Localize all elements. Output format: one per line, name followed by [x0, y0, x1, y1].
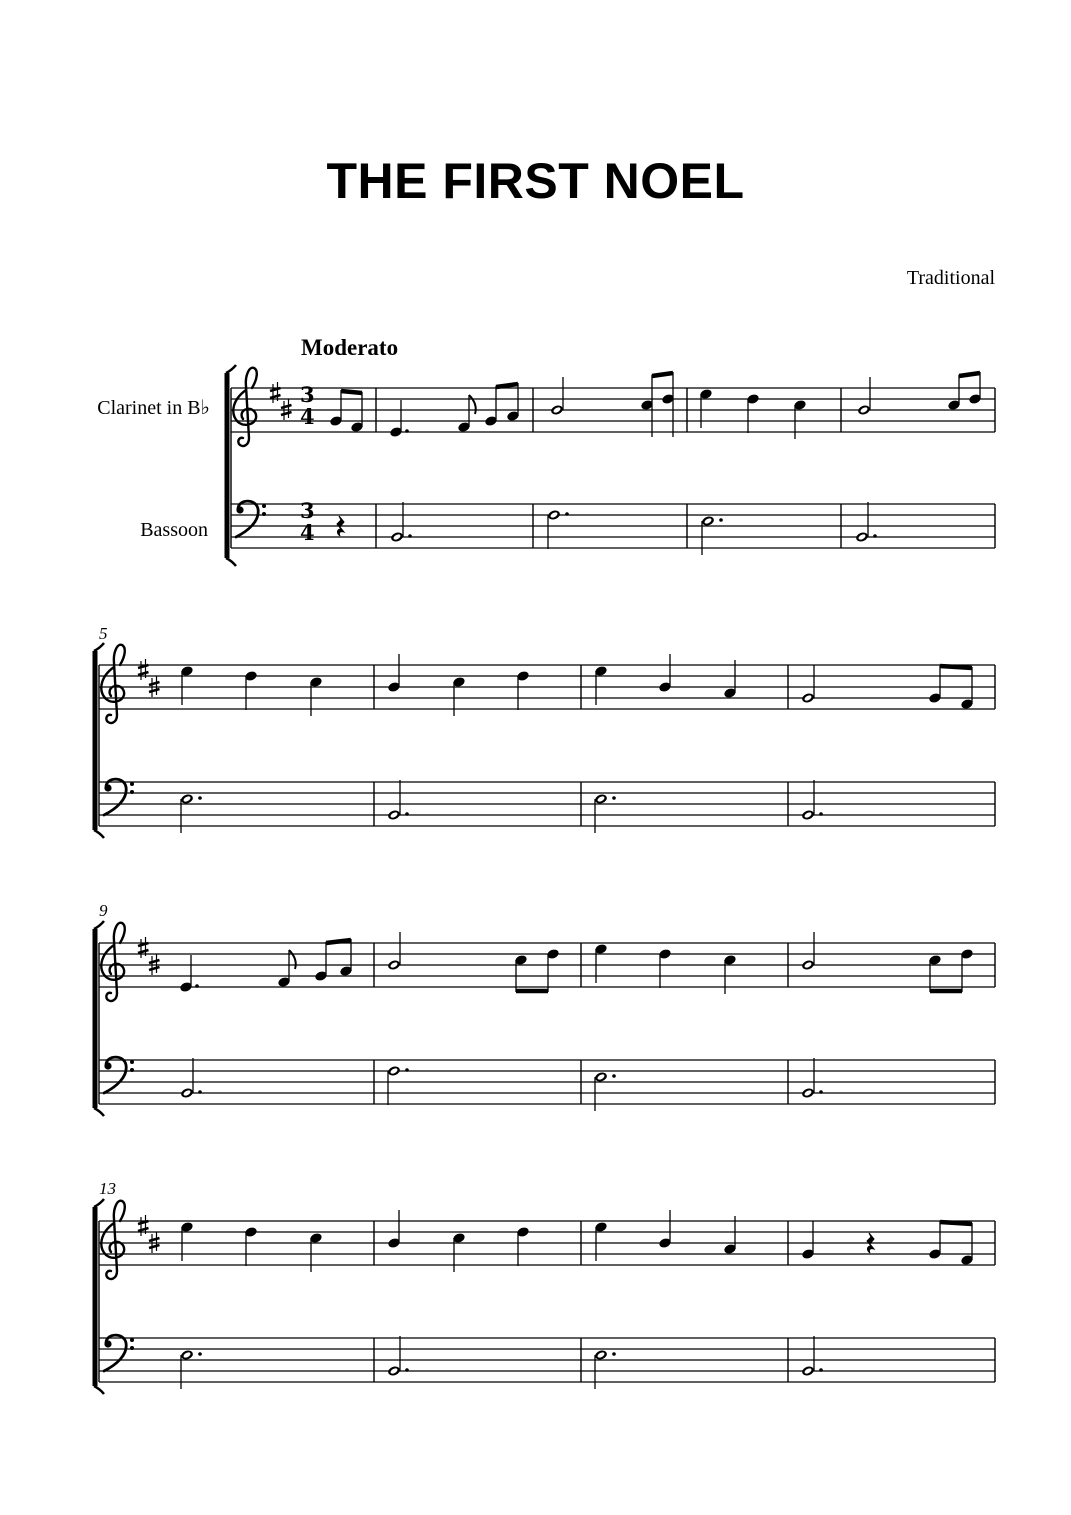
composer: Traditional: [906, 267, 995, 289]
svg-text:4: 4: [300, 404, 315, 429]
measure-number: 5: [99, 624, 108, 643]
note-beam: [959, 373, 980, 376]
tempo-marking: Moderato: [301, 335, 399, 360]
system-3: [94, 921, 995, 1116]
measure-number: 9: [99, 901, 108, 920]
system-4: [94, 1199, 995, 1394]
instrument-label-clarinet: Clarinet in B♭: [97, 397, 210, 419]
svg-text:3: 3: [300, 498, 315, 523]
system-2: [94, 643, 995, 838]
svg-text:4: 4: [300, 520, 315, 545]
score-title: THE FIRST NOEL: [326, 153, 745, 209]
measure-number: 13: [99, 1179, 116, 1198]
svg-text:3: 3: [300, 382, 315, 407]
system-1: [226, 365, 995, 566]
instrument-label-bassoon: Bassoon: [140, 519, 208, 541]
note-beam: [652, 373, 673, 376]
